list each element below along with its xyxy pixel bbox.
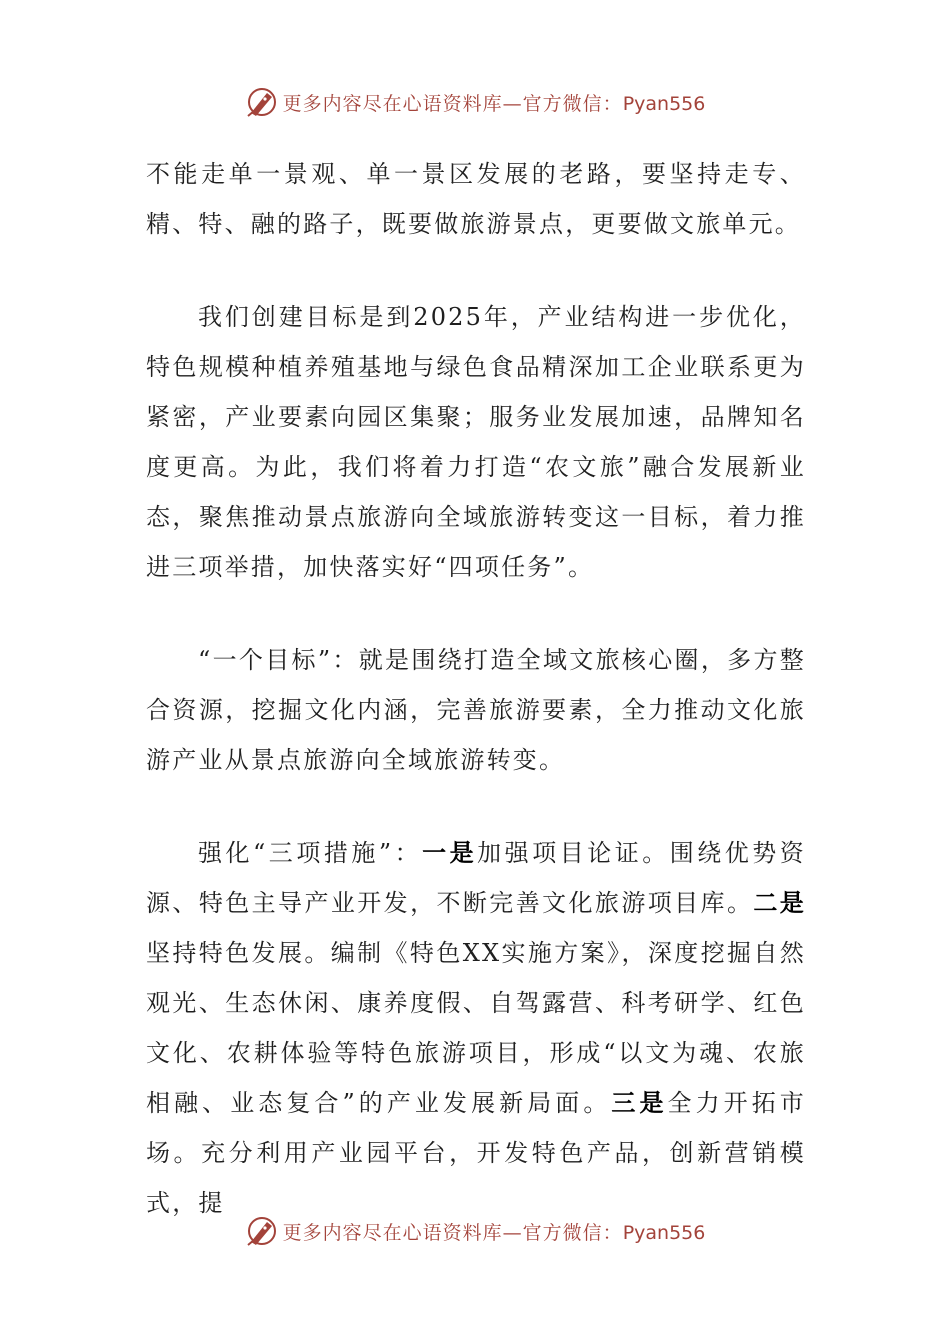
pen-nib-circle-icon [245,85,279,119]
banner-main: 更多内容尽在心语资料库 [282,1221,503,1244]
banner-wechat-id: Pyan556 [622,1221,706,1244]
banner-main: 更多内容尽在心语资料库 [282,92,503,115]
banner-dash: — [502,1221,523,1244]
paragraph-1: 不能走单一景观、单一景区发展的老路，要坚持走专、精、特、融的路子，既要做旅游景点，更要做文旅单元。 [146,160,806,238]
banner-dash: — [502,92,523,115]
banner-wechat-id: Pyan556 [622,92,706,115]
banner-text [283,1218,706,1245]
header-banner [0,82,950,122]
footer-banner [0,1211,950,1251]
banner-wechat-prefix: 官方微信： [522,92,623,115]
paragraph-4 [146,828,806,1228]
pen-nib-circle-icon [245,1214,279,1248]
paragraph-2: 我们创建目标是到2025年，产业结构进一步优化，特色规模种植养殖基地与绿色食品精深加工企业联系更为紧密，产业要素向园区集聚；服务业发展加速，品牌知名度更高。为此，我们将着力打造“农文旅”融合发展新业态，聚焦推动景点旅游向全域旅游转变这一目标，着力推进三项举措，加快落实好“四项任务”。 [146,303,806,581]
measure-1-label: 一是 [422,838,478,867]
measure-2-text: 坚持特色发展。编制《特色XX实施方案》，深度挖掘自然观光、生态休闲、康养度假、自驾露营、科考研学、红色文化、农耕体验等特色旅游项目，形成“以文为魂、农旅相融、业态复合”的产业发展新局面。 [146,939,806,1117]
measure-3-label: 三是 [611,1088,668,1117]
measures-intro: 强化“三项措施”： [198,839,423,867]
banner-wechat-prefix: 官方微信： [522,1221,623,1244]
paragraph-3: “一个目标”：就是围绕打造全域文旅核心圈，多方整合资源，挖掘文化内涵，完善旅游要素，全力推动文化旅游产业从景点旅游向全域旅游转变。 [146,646,806,774]
measure-1-text: 加强项目论证。围绕优势资源、特色主导产业开发，不断完善文化旅游项目库。 [146,839,806,917]
banner-text [283,89,706,116]
measure-3-text: 全力开拓市场。充分利用产业园平台，开发特色产品，创新营销模式，提 [146,1089,807,1217]
document-body [146,149,806,1271]
measure-2-label: 二是 [753,888,806,917]
